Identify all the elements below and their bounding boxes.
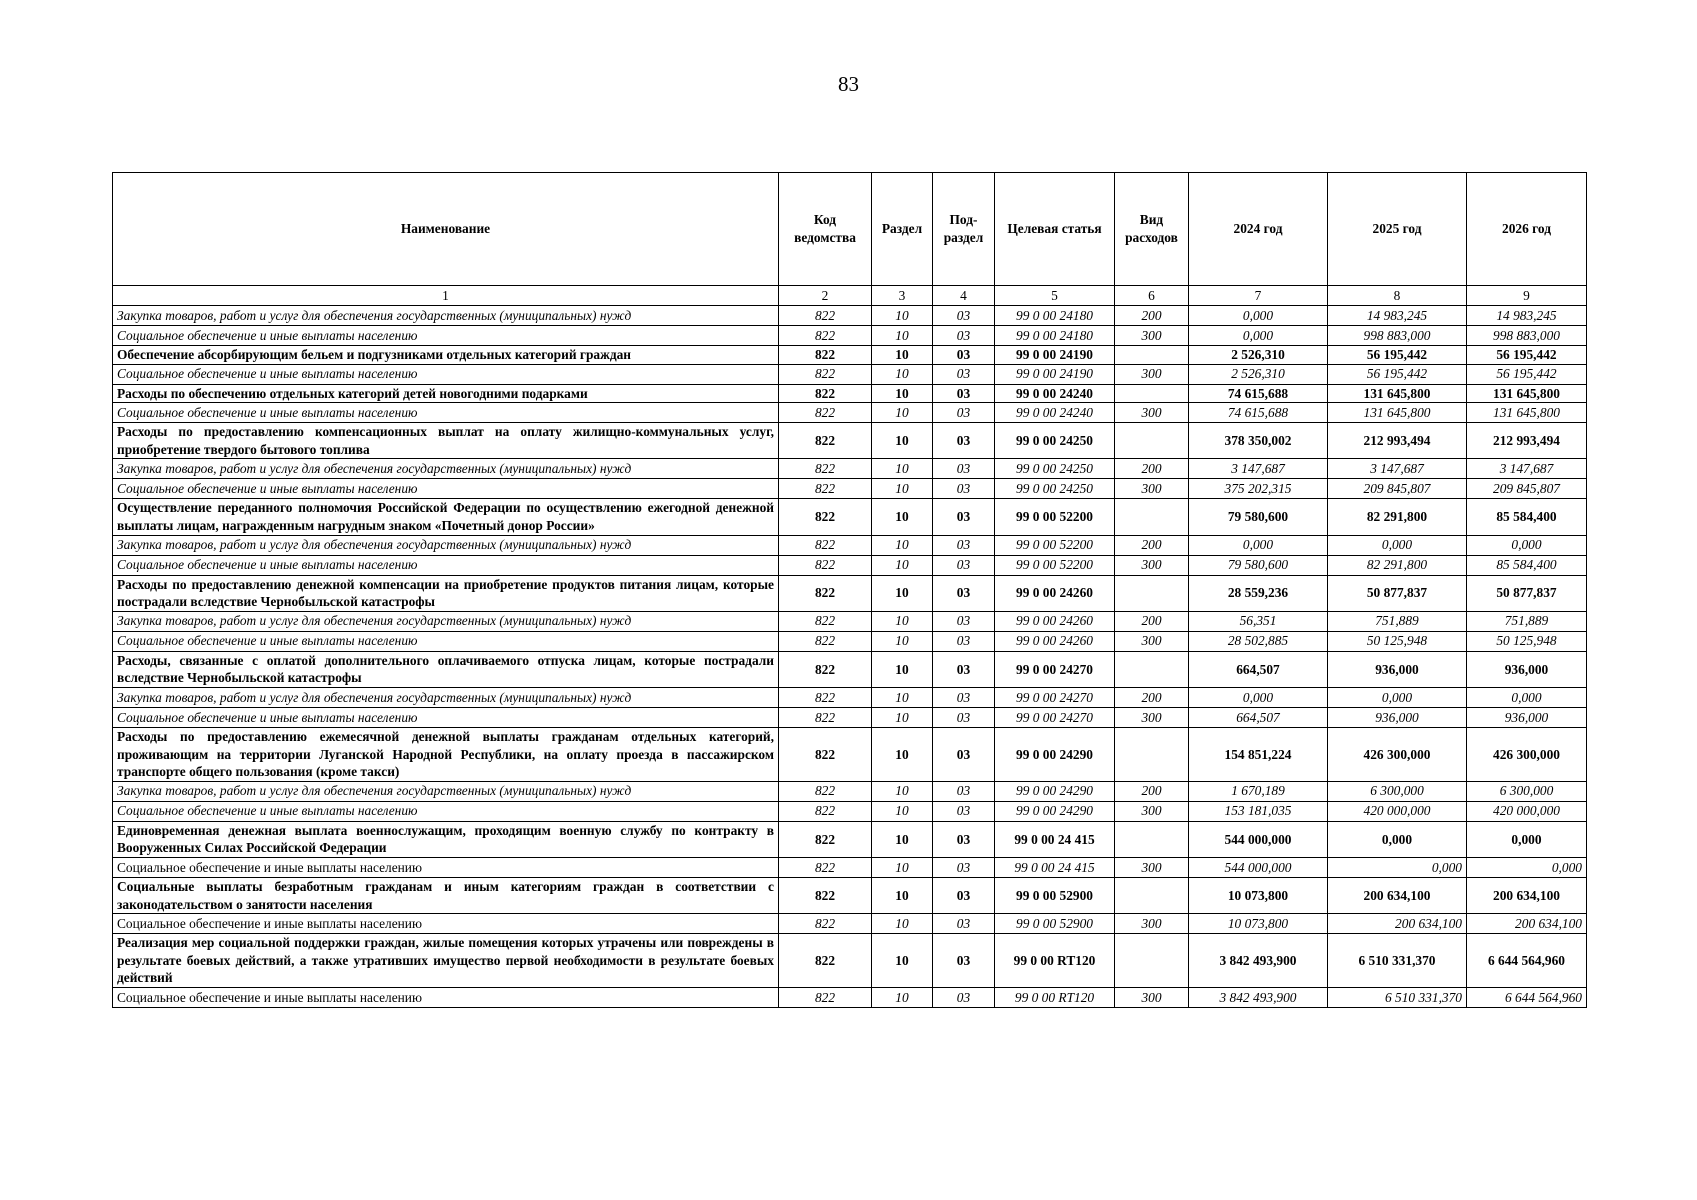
row-razdel: 10 [872, 575, 933, 611]
row-vid [1115, 346, 1189, 365]
row-podrazdel: 03 [933, 423, 995, 459]
table-row [113, 535, 1587, 555]
row-amount-2024: 28 559,236 [1189, 575, 1328, 611]
row-vid [1115, 423, 1189, 459]
row-amount-2025: 936,000 [1328, 707, 1467, 727]
row-razdel: 10 [872, 479, 933, 499]
table-row-total [113, 877, 1587, 913]
row-ved: 822 [779, 384, 872, 403]
row-vid: 200 [1115, 306, 1189, 326]
row-name: Социальное обеспечение и иные выплаты населению [113, 479, 779, 499]
row-amount-2025: 936,000 [1328, 651, 1467, 687]
row-vid: 200 [1115, 611, 1189, 631]
row-podrazdel: 03 [933, 364, 995, 384]
row-amount-2025: 6 300,000 [1328, 781, 1467, 801]
table-row [113, 611, 1587, 631]
row-statya: 99 0 00 24250 [995, 479, 1115, 499]
row-amount-2025: 212 993,494 [1328, 423, 1467, 459]
row-amount-2025: 6 510 331,370 [1328, 934, 1467, 988]
table-row [113, 631, 1587, 651]
row-statya: 99 0 00 24270 [995, 687, 1115, 707]
table-row [113, 555, 1587, 575]
row-statya: 99 0 00 24270 [995, 707, 1115, 727]
row-amount-2025: 751,889 [1328, 611, 1467, 631]
table-row [113, 781, 1587, 801]
row-podrazdel: 03 [933, 499, 995, 535]
table-row [113, 459, 1587, 479]
row-vid: 300 [1115, 987, 1189, 1007]
row-ved: 822 [779, 727, 872, 781]
row-amount-2024: 153 181,035 [1189, 801, 1328, 821]
row-name: Обеспечение абсорбирующим бельем и подгузниками отдельных категорий граждан [113, 346, 779, 365]
row-razdel: 10 [872, 707, 933, 727]
row-podrazdel: 03 [933, 479, 995, 499]
row-razdel: 10 [872, 651, 933, 687]
row-razdel: 10 [872, 687, 933, 707]
row-statya: 99 0 00 24250 [995, 423, 1115, 459]
row-amount-2024: 2 526,310 [1189, 364, 1328, 384]
row-amount-2024: 10 073,800 [1189, 877, 1328, 913]
row-statya: 99 0 00 24 415 [995, 857, 1115, 877]
row-amount-2026: 3 147,687 [1467, 459, 1587, 479]
row-vid: 200 [1115, 781, 1189, 801]
row-vid [1115, 384, 1189, 403]
row-amount-2024: 10 073,800 [1189, 914, 1328, 934]
row-amount-2025: 0,000 [1328, 687, 1467, 707]
header-2024: 2024 год [1189, 173, 1328, 286]
row-amount-2025: 200 634,100 [1328, 877, 1467, 913]
row-vid [1115, 575, 1189, 611]
row-ved: 822 [779, 821, 872, 857]
row-podrazdel: 03 [933, 821, 995, 857]
row-statya: 99 0 00 24260 [995, 611, 1115, 631]
row-amount-2024: 544 000,000 [1189, 821, 1328, 857]
row-statya: 99 0 00 24240 [995, 384, 1115, 403]
row-amount-2026: 6 644 564,960 [1467, 934, 1587, 988]
row-ved: 822 [779, 364, 872, 384]
row-ved: 822 [779, 801, 872, 821]
column-number: 5 [995, 286, 1115, 306]
row-ved: 822 [779, 687, 872, 707]
row-name: Социальное обеспечение и иные выплаты населению [113, 631, 779, 651]
row-razdel: 10 [872, 821, 933, 857]
row-statya: 99 0 00 24180 [995, 306, 1115, 326]
row-statya: 99 0 00 24190 [995, 364, 1115, 384]
table-row [113, 707, 1587, 727]
row-amount-2026: 0,000 [1467, 821, 1587, 857]
row-ved: 822 [779, 346, 872, 365]
row-podrazdel: 03 [933, 631, 995, 651]
row-podrazdel: 03 [933, 555, 995, 575]
row-podrazdel: 03 [933, 346, 995, 365]
row-name: Расходы по предоставлению ежемесячной денежной выплаты гражданам отдельных категорий, проживающим на территории Луганской Народной Республики, на оплату проезда в пассажирском транспорте общего пользования (кроме такси) [113, 727, 779, 781]
row-amount-2026: 85 584,400 [1467, 499, 1587, 535]
row-ved: 822 [779, 707, 872, 727]
row-podrazdel: 03 [933, 801, 995, 821]
row-amount-2026: 85 584,400 [1467, 555, 1587, 575]
row-amount-2024: 0,000 [1189, 306, 1328, 326]
row-amount-2024: 0,000 [1189, 535, 1328, 555]
column-number: 2 [779, 286, 872, 306]
row-vid: 300 [1115, 631, 1189, 651]
row-statya: 99 0 00 24290 [995, 781, 1115, 801]
table-row [113, 687, 1587, 707]
row-vid: 300 [1115, 801, 1189, 821]
row-ved: 822 [779, 987, 872, 1007]
row-podrazdel: 03 [933, 306, 995, 326]
row-vid: 200 [1115, 459, 1189, 479]
row-ved: 822 [779, 631, 872, 651]
row-statya: 99 0 00 24180 [995, 326, 1115, 346]
row-statya: 99 0 00 RT120 [995, 987, 1115, 1007]
column-number: 3 [872, 286, 933, 306]
row-razdel: 10 [872, 459, 933, 479]
row-podrazdel: 03 [933, 611, 995, 631]
row-amount-2026: 420 000,000 [1467, 801, 1587, 821]
row-statya: 99 0 00 24260 [995, 631, 1115, 651]
row-statya: 99 0 00 24190 [995, 346, 1115, 365]
row-vid: 300 [1115, 857, 1189, 877]
row-amount-2026: 751,889 [1467, 611, 1587, 631]
row-vid: 300 [1115, 364, 1189, 384]
table-row [113, 326, 1587, 346]
row-razdel: 10 [872, 781, 933, 801]
row-name: Социальное обеспечение и иные выплаты населению [113, 326, 779, 346]
table-row-total [113, 499, 1587, 535]
row-podrazdel: 03 [933, 781, 995, 801]
row-amount-2024: 74 615,688 [1189, 403, 1328, 423]
header-row [113, 173, 1587, 286]
row-name: Социальное обеспечение и иные выплаты населению [113, 403, 779, 423]
row-name: Социальное обеспечение и иные выплаты населению [113, 801, 779, 821]
column-number: 7 [1189, 286, 1328, 306]
row-razdel: 10 [872, 611, 933, 631]
row-statya: 99 0 00 52900 [995, 877, 1115, 913]
row-ved: 822 [779, 781, 872, 801]
row-name: Социальное обеспечение и иные выплаты населению [113, 987, 779, 1007]
table-body [113, 306, 1587, 1008]
row-razdel: 10 [872, 555, 933, 575]
column-number-row [113, 286, 1587, 306]
row-statya: 99 0 00 24290 [995, 801, 1115, 821]
table-row [113, 479, 1587, 499]
row-razdel: 10 [872, 423, 933, 459]
row-ved: 822 [779, 651, 872, 687]
row-statya: 99 0 00 24290 [995, 727, 1115, 781]
row-amount-2025: 56 195,442 [1328, 364, 1467, 384]
row-amount-2026: 936,000 [1467, 651, 1587, 687]
row-amount-2024: 375 202,315 [1189, 479, 1328, 499]
row-amount-2026: 0,000 [1467, 687, 1587, 707]
row-amount-2026: 0,000 [1467, 857, 1587, 877]
row-amount-2025: 3 147,687 [1328, 459, 1467, 479]
row-amount-2025: 82 291,800 [1328, 555, 1467, 575]
row-amount-2024: 3 842 493,900 [1189, 987, 1328, 1007]
row-amount-2026: 131 645,800 [1467, 403, 1587, 423]
row-amount-2025: 426 300,000 [1328, 727, 1467, 781]
header-ved: Код ведомства [779, 173, 872, 286]
row-amount-2026: 56 195,442 [1467, 364, 1587, 384]
page-number: 83 [838, 72, 859, 96]
row-name: Реализация мер социальной поддержки граждан, жилые помещения которых утрачены или повреждены в результате боевых действий, а также утративших имущество первой необходимости в результате боевых действий [113, 934, 779, 988]
row-amount-2025: 82 291,800 [1328, 499, 1467, 535]
header-2025: 2025 год [1328, 173, 1467, 286]
row-ved: 822 [779, 555, 872, 575]
row-name: Социальное обеспечение и иные выплаты населению [113, 364, 779, 384]
row-ved: 822 [779, 857, 872, 877]
budget-table [112, 172, 1587, 1008]
row-amount-2024: 79 580,600 [1189, 555, 1328, 575]
row-podrazdel: 03 [933, 326, 995, 346]
row-amount-2025: 998 883,000 [1328, 326, 1467, 346]
row-amount-2024: 1 670,189 [1189, 781, 1328, 801]
row-vid: 300 [1115, 479, 1189, 499]
row-podrazdel: 03 [933, 575, 995, 611]
row-ved: 822 [779, 423, 872, 459]
row-amount-2024: 378 350,002 [1189, 423, 1328, 459]
table-row [113, 403, 1587, 423]
row-ved: 822 [779, 403, 872, 423]
row-ved: 822 [779, 459, 872, 479]
row-ved: 822 [779, 611, 872, 631]
row-ved: 822 [779, 306, 872, 326]
row-name: Расходы по обеспечению отдельных категорий детей новогодними подарками [113, 384, 779, 403]
row-podrazdel: 03 [933, 987, 995, 1007]
row-vid [1115, 499, 1189, 535]
table-row [113, 914, 1587, 934]
row-amount-2024: 2 526,310 [1189, 346, 1328, 365]
table-row [113, 801, 1587, 821]
row-podrazdel: 03 [933, 535, 995, 555]
row-vid: 300 [1115, 707, 1189, 727]
row-amount-2026: 56 195,442 [1467, 346, 1587, 365]
row-statya: 99 0 00 24240 [995, 403, 1115, 423]
row-vid [1115, 877, 1189, 913]
row-razdel: 10 [872, 987, 933, 1007]
table-row-total [113, 346, 1587, 365]
header-podrazdel: Под-раздел [933, 173, 995, 286]
row-amount-2025: 50 877,837 [1328, 575, 1467, 611]
row-amount-2026: 50 877,837 [1467, 575, 1587, 611]
row-statya: 99 0 00 52900 [995, 914, 1115, 934]
row-razdel: 10 [872, 403, 933, 423]
row-name: Социальные выплаты безработным гражданам и иным категориям граждан в соответствии с законодательством о занятости населения [113, 877, 779, 913]
row-razdel: 10 [872, 801, 933, 821]
row-razdel: 10 [872, 326, 933, 346]
row-name: Закупка товаров, работ и услуг для обеспечения государственных (муниципальных) нужд [113, 687, 779, 707]
row-razdel: 10 [872, 934, 933, 988]
row-amount-2024: 3 842 493,900 [1189, 934, 1328, 988]
row-podrazdel: 03 [933, 403, 995, 423]
row-amount-2024: 664,507 [1189, 707, 1328, 727]
row-amount-2025: 0,000 [1328, 857, 1467, 877]
row-statya: 99 0 00 24250 [995, 459, 1115, 479]
row-name: Закупка товаров, работ и услуг для обеспечения государственных (муниципальных) нужд [113, 306, 779, 326]
row-vid [1115, 727, 1189, 781]
row-statya: 99 0 00 52200 [995, 555, 1115, 575]
row-amount-2026: 0,000 [1467, 535, 1587, 555]
table-row-total [113, 934, 1587, 988]
row-vid [1115, 934, 1189, 988]
row-razdel: 10 [872, 857, 933, 877]
row-amount-2025: 50 125,948 [1328, 631, 1467, 651]
row-statya: 99 0 00 52200 [995, 535, 1115, 555]
row-razdel: 10 [872, 364, 933, 384]
row-name: Закупка товаров, работ и услуг для обеспечения государственных (муниципальных) нужд [113, 611, 779, 631]
row-name: Закупка товаров, работ и услуг для обеспечения государственных (муниципальных) нужд [113, 535, 779, 555]
row-ved: 822 [779, 877, 872, 913]
row-amount-2025: 0,000 [1328, 821, 1467, 857]
row-podrazdel: 03 [933, 687, 995, 707]
row-amount-2024: 28 502,885 [1189, 631, 1328, 651]
row-name: Закупка товаров, работ и услуг для обеспечения государственных (муниципальных) нужд [113, 781, 779, 801]
row-amount-2026: 212 993,494 [1467, 423, 1587, 459]
row-podrazdel: 03 [933, 459, 995, 479]
row-podrazdel: 03 [933, 727, 995, 781]
row-name: Расходы по предоставлению денежной компенсации на приобретение продуктов питания лицам, которые пострадали вследствие Чернобыльской катастрофы [113, 575, 779, 611]
header-2026: 2026 год [1467, 173, 1587, 286]
row-amount-2025: 209 845,807 [1328, 479, 1467, 499]
row-statya: 99 0 00 24270 [995, 651, 1115, 687]
row-amount-2024: 0,000 [1189, 326, 1328, 346]
row-name: Социальное обеспечение и иные выплаты населению [113, 555, 779, 575]
row-razdel: 10 [872, 499, 933, 535]
row-vid: 300 [1115, 555, 1189, 575]
header-razdel: Раздел [872, 173, 933, 286]
row-razdel: 10 [872, 384, 933, 403]
row-razdel: 10 [872, 346, 933, 365]
header-vid: Вид расходов [1115, 173, 1189, 286]
row-podrazdel: 03 [933, 707, 995, 727]
row-amount-2024: 3 147,687 [1189, 459, 1328, 479]
row-razdel: 10 [872, 914, 933, 934]
row-name: Осуществление переданного полномочия Российской Федерации по осуществлению ежегодной денежной выплаты лицам, награжденным нагрудным знаком «Почетный донор России» [113, 499, 779, 535]
row-name: Социальное обеспечение и иные выплаты населению [113, 857, 779, 877]
header-statya: Целевая статья [995, 173, 1115, 286]
row-razdel: 10 [872, 877, 933, 913]
row-amount-2026: 14 983,245 [1467, 306, 1587, 326]
row-vid: 200 [1115, 535, 1189, 555]
table-row [113, 857, 1587, 877]
row-amount-2025: 14 983,245 [1328, 306, 1467, 326]
row-amount-2026: 936,000 [1467, 707, 1587, 727]
header-name: Наименование [113, 173, 779, 286]
table-row [113, 364, 1587, 384]
row-amount-2026: 6 300,000 [1467, 781, 1587, 801]
row-podrazdel: 03 [933, 384, 995, 403]
row-name: Расходы, связанные с оплатой дополнительного оплачиваемого отпуска лицам, которые пострадали вследствие Чернобыльской катастрофы [113, 651, 779, 687]
row-amount-2026: 200 634,100 [1467, 877, 1587, 913]
row-amount-2024: 79 580,600 [1189, 499, 1328, 535]
row-amount-2025: 56 195,442 [1328, 346, 1467, 365]
row-razdel: 10 [872, 306, 933, 326]
row-razdel: 10 [872, 535, 933, 555]
row-vid: 300 [1115, 914, 1189, 934]
row-amount-2026: 50 125,948 [1467, 631, 1587, 651]
row-name: Социальное обеспечение и иные выплаты населению [113, 707, 779, 727]
column-number: 1 [113, 286, 779, 306]
table-row [113, 987, 1587, 1007]
row-amount-2025: 420 000,000 [1328, 801, 1467, 821]
row-statya: 99 0 00 24 415 [995, 821, 1115, 857]
row-podrazdel: 03 [933, 651, 995, 687]
row-name: Социальное обеспечение и иные выплаты населению [113, 914, 779, 934]
row-statya: 99 0 00 24260 [995, 575, 1115, 611]
row-name: Единовременная денежная выплата военнослужащим, проходящим военную службу по контракту в Вооруженных Силах Российской Федерации [113, 821, 779, 857]
row-ved: 822 [779, 914, 872, 934]
row-amount-2026: 200 634,100 [1467, 914, 1587, 934]
row-amount-2026: 6 644 564,960 [1467, 987, 1587, 1007]
row-razdel: 10 [872, 631, 933, 651]
row-vid [1115, 821, 1189, 857]
row-amount-2026: 426 300,000 [1467, 727, 1587, 781]
row-vid [1115, 651, 1189, 687]
row-amount-2024: 664,507 [1189, 651, 1328, 687]
row-statya: 99 0 00 RT120 [995, 934, 1115, 988]
row-ved: 822 [779, 326, 872, 346]
row-ved: 822 [779, 535, 872, 555]
table-row-total [113, 651, 1587, 687]
row-amount-2024: 154 851,224 [1189, 727, 1328, 781]
row-amount-2025: 131 645,800 [1328, 403, 1467, 423]
row-amount-2024: 544 000,000 [1189, 857, 1328, 877]
column-number: 4 [933, 286, 995, 306]
row-podrazdel: 03 [933, 857, 995, 877]
row-podrazdel: 03 [933, 934, 995, 988]
row-podrazdel: 03 [933, 877, 995, 913]
row-amount-2025: 200 634,100 [1328, 914, 1467, 934]
row-name: Расходы по предоставлению компенсационных выплат на оплату жилищно-коммунальных услуг, приобретение твердого бытового топлива [113, 423, 779, 459]
row-amount-2026: 209 845,807 [1467, 479, 1587, 499]
row-amount-2026: 998 883,000 [1467, 326, 1587, 346]
row-ved: 822 [779, 479, 872, 499]
row-ved: 822 [779, 934, 872, 988]
table-row-total [113, 384, 1587, 403]
column-number: 9 [1467, 286, 1587, 306]
column-number: 8 [1328, 286, 1467, 306]
table-row-total [113, 727, 1587, 781]
table-row-total [113, 821, 1587, 857]
row-amount-2024: 0,000 [1189, 687, 1328, 707]
row-amount-2025: 6 510 331,370 [1328, 987, 1467, 1007]
row-vid: 200 [1115, 687, 1189, 707]
table-row-total [113, 423, 1587, 459]
row-ved: 822 [779, 575, 872, 611]
row-vid: 300 [1115, 326, 1189, 346]
row-statya: 99 0 00 52200 [995, 499, 1115, 535]
table-row [113, 306, 1587, 326]
row-ved: 822 [779, 499, 872, 535]
table-row-total [113, 575, 1587, 611]
row-vid: 300 [1115, 403, 1189, 423]
row-amount-2026: 131 645,800 [1467, 384, 1587, 403]
row-razdel: 10 [872, 727, 933, 781]
row-amount-2025: 131 645,800 [1328, 384, 1467, 403]
column-number: 6 [1115, 286, 1189, 306]
row-amount-2025: 0,000 [1328, 535, 1467, 555]
row-amount-2024: 56,351 [1189, 611, 1328, 631]
row-amount-2024: 74 615,688 [1189, 384, 1328, 403]
row-name: Закупка товаров, работ и услуг для обеспечения государственных (муниципальных) нужд [113, 459, 779, 479]
row-podrazdel: 03 [933, 914, 995, 934]
